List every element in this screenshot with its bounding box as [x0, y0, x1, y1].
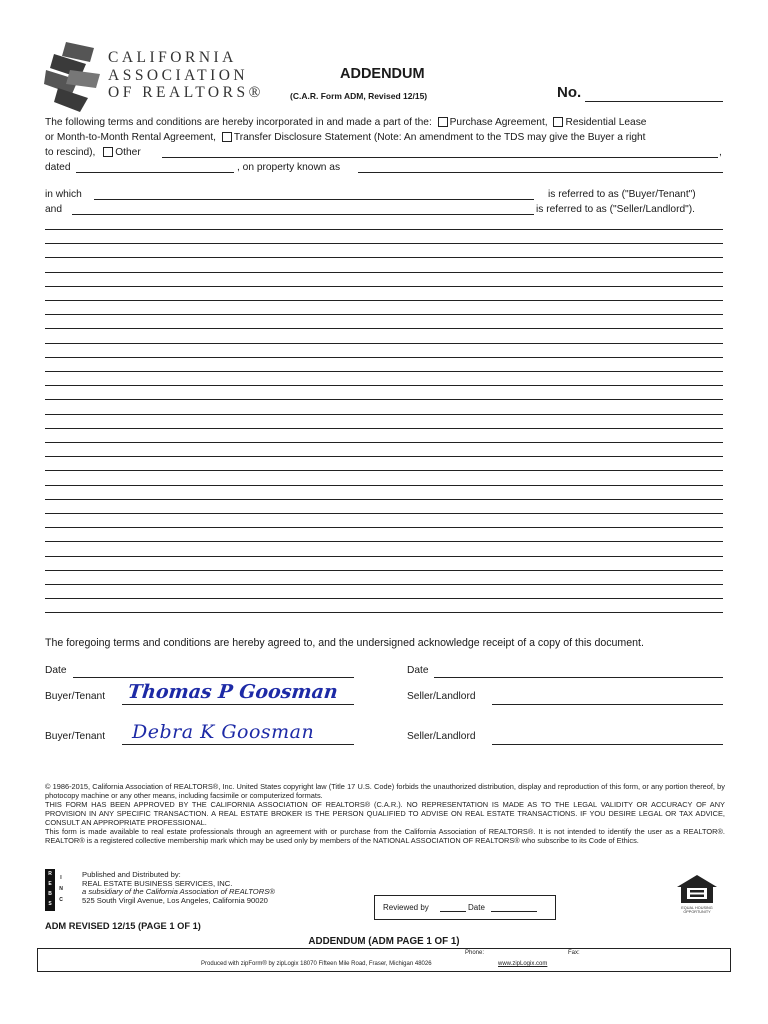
- terms-line[interactable]: [45, 584, 723, 585]
- property-field[interactable]: [358, 172, 723, 173]
- seller-ref-label: is referred to as ("Seller/Landlord").: [536, 204, 695, 215]
- terms-line[interactable]: [45, 541, 723, 542]
- publisher-line-3: a subsidiary of the California Association of REALTORS®: [82, 887, 275, 897]
- review-date-label: Date: [468, 903, 485, 912]
- other-field[interactable]: [162, 157, 718, 158]
- terms-line[interactable]: [45, 300, 723, 301]
- intro-line2: or Month-to-Month Rental Agreement,: [45, 132, 217, 143]
- seller2-signature-field[interactable]: [492, 744, 723, 745]
- equal-housing-icon: [676, 874, 718, 908]
- buyer2-label: Buyer/Tenant: [45, 731, 106, 742]
- other-checkbox[interactable]: [103, 147, 113, 157]
- intro-line1: The following terms and conditions are hereby incorporated in and made a part of the:: [45, 117, 432, 128]
- buyer-date-field[interactable]: [73, 677, 354, 678]
- terms-line[interactable]: [45, 399, 723, 400]
- review-box: [374, 895, 556, 920]
- and-label: and: [45, 204, 62, 215]
- tds-label: Transfer Disclosure Statement (Note: An amendment to the TDS may give the Buyer a right: [233, 132, 646, 143]
- rebs-logo: R E B S I N C: [45, 869, 71, 911]
- terms-line[interactable]: [45, 371, 723, 372]
- buyer-date-label: Date: [45, 665, 67, 676]
- other-label: Other: [115, 147, 141, 158]
- form-title: ADDENDUM: [340, 66, 425, 82]
- car-logo-mark: [44, 40, 104, 114]
- publisher-line-1: Published and Distributed by:: [82, 870, 181, 879]
- terms-line[interactable]: [45, 428, 723, 429]
- terms-line[interactable]: [45, 598, 723, 599]
- residential-lease-label: Residential Lease: [565, 117, 647, 128]
- terms-line[interactable]: [45, 470, 723, 471]
- terms-line[interactable]: [45, 243, 723, 244]
- residential-lease-checkbox[interactable]: [553, 117, 563, 127]
- form-number-field[interactable]: [585, 101, 723, 102]
- reviewed-by-label: Reviewed by: [383, 903, 429, 912]
- buyer1-label: Buyer/Tenant: [45, 691, 106, 702]
- terms-line[interactable]: [45, 314, 723, 315]
- terms-line[interactable]: [45, 442, 723, 443]
- logo-line-2: ASSOCIATION: [108, 66, 249, 84]
- zipform-footer-box: [37, 948, 731, 972]
- approval-notice: THIS FORM HAS BEEN APPROVED BY THE CALIFORNIA ASSOCIATION OF REALTORS® (C.A.R.). NO REPRESENTATION IS MADE AS TO THE LEGAL VALIDITY OR ACCURACY OF ANY PROVISION IN ANY SPECIFIC TRANSACTION. A REAL ESTATE BROKER IS THE PERSON QUALIFIED TO ADVISE ON REAL ESTATE TRANSACTIONS. IF YOU DESIRE LEGAL OR TAX ADVICE, CONSULT AN APPROPRIATE PROFESSIONAL.: [45, 800, 725, 827]
- buyer2-signature: Debra K Goosman: [132, 721, 315, 743]
- buyer-name-field[interactable]: [94, 199, 534, 200]
- copyright-notice: © 1986-2015, California Association of REALTORS®, Inc. United States copyright law (Title 17 U.S. Code) forbids the unauthorized distribution, display and reproduction of this form, or any portion thereof, by photocopy machine or any other means, including facsimile or computerized formats.: [45, 782, 725, 800]
- terms-line[interactable]: [45, 328, 723, 329]
- in-which-label: in which: [45, 189, 82, 200]
- terms-line[interactable]: [45, 357, 723, 358]
- seller1-signature-field[interactable]: [492, 704, 723, 705]
- produced-by-text: Produced with zipForm® by zipLogix 18070 Fifteen Mile Road, Fraser, Michigan 48026: [201, 961, 432, 967]
- seller-name-field[interactable]: [72, 214, 534, 215]
- terms-line[interactable]: [45, 513, 723, 514]
- purchase-agreement-checkbox[interactable]: [438, 117, 448, 127]
- terms-line[interactable]: [45, 343, 723, 344]
- realtor-notice: This form is made available to real estate professionals through an agreement with or purchase from the California Association of REALTORS®. It is not intended to identify the user as a REALTOR®. REALTOR® is a registered collective membership mark which may be used only by members of the NATIONAL ASSOCIATION OF REALTORS® who subscribe to its Code of Ethics.: [45, 827, 725, 845]
- terms-line[interactable]: [45, 414, 723, 415]
- dated-field[interactable]: [76, 172, 234, 173]
- ziplogix-link[interactable]: www.zipLogix.com: [498, 961, 548, 967]
- agreement-statement: The foregoing terms and conditions are hereby agreed to, and the undersigned acknowledge receipt of a copy of this document.: [45, 637, 644, 649]
- car-logo: [44, 40, 104, 114]
- publisher-line-4: 525 South Virgil Avenue, Los Angeles, California 90020: [82, 895, 268, 905]
- reviewed-by-field[interactable]: [440, 911, 466, 912]
- form-number-label: No.: [557, 84, 582, 101]
- other-comma: ,: [719, 147, 722, 158]
- purchase-agreement-label: Purchase Agreement,: [449, 117, 548, 128]
- form-subtitle: (C.A.R. Form ADM, Revised 12/15): [290, 91, 428, 101]
- phone-label: Phone:: [465, 950, 485, 956]
- fax-label: Fax:: [568, 950, 580, 956]
- buyer1-signature: Thomas P Goosman: [126, 681, 339, 703]
- terms-line[interactable]: [45, 527, 723, 528]
- terms-line[interactable]: [45, 272, 723, 273]
- terms-line[interactable]: [45, 556, 723, 557]
- terms-line[interactable]: [45, 612, 723, 613]
- buyer1-signature-field[interactable]: [122, 704, 354, 705]
- terms-line[interactable]: [45, 229, 723, 230]
- terms-line[interactable]: [45, 499, 723, 500]
- page-title-footer: ADDENDUM (ADM PAGE 1 OF 1): [308, 936, 460, 947]
- property-label: , on property known as: [237, 162, 341, 173]
- terms-line[interactable]: [45, 570, 723, 571]
- terms-line[interactable]: [45, 485, 723, 486]
- seller1-label: Seller/Landlord: [407, 691, 476, 702]
- revised-label: ADM REVISED 12/15 (PAGE 1 OF 1): [45, 921, 201, 931]
- terms-line[interactable]: [45, 257, 723, 258]
- tds-checkbox[interactable]: [222, 132, 232, 142]
- review-date-field[interactable]: [491, 911, 537, 912]
- logo-line-1: CALIFORNIA: [108, 49, 237, 66]
- buyer2-signature-field[interactable]: [122, 744, 354, 745]
- intro-line3: to rescind),: [45, 147, 96, 158]
- equal-housing-text: EQUAL HOUSING OPPORTUNITY: [681, 906, 713, 915]
- dated-label: dated: [45, 162, 71, 173]
- buyer-ref-label: is referred to as ("Buyer/Tenant"): [548, 189, 696, 200]
- terms-line[interactable]: [45, 385, 723, 386]
- publisher-line-2: REAL ESTATE BUSINESS SERVICES, INC.: [82, 878, 233, 888]
- seller2-label: Seller/Landlord: [407, 731, 476, 742]
- terms-line[interactable]: [45, 456, 723, 457]
- terms-line[interactable]: [45, 286, 723, 287]
- logo-line-3: OF REALTORS®: [108, 84, 264, 101]
- seller-date-field[interactable]: [434, 677, 723, 678]
- seller-date-label: Date: [407, 665, 429, 676]
